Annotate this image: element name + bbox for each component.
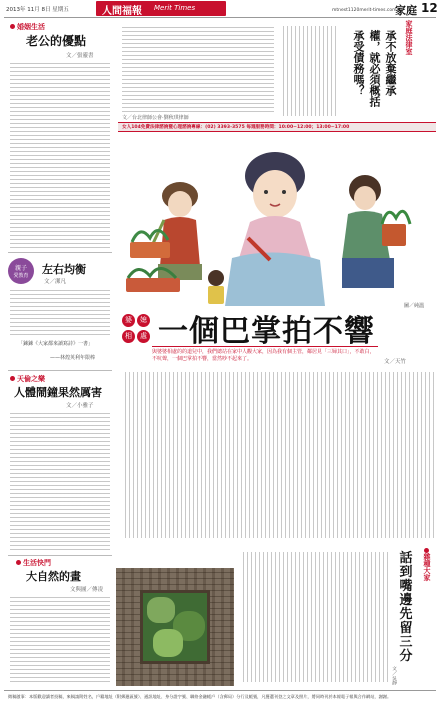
law-title-block [280, 20, 346, 116]
article-title: 大自然的畫 [26, 570, 81, 583]
feature-lead: 與婆婆相處的的道兒中，我們總站在家中人觀大家，因為我有個主管，鄰居見「三婦其口」，不敢白，不吭聲，一個巴掌拍不響，當然吵不起來了。 [152, 346, 378, 368]
site-url: mtnest1120merit-times.com.tw [332, 8, 404, 13]
masthead-logo: 人間福報 Merit Times [96, 1, 226, 16]
law-article-body [122, 24, 274, 114]
article-family [4, 374, 114, 554]
page-number: 12 [421, 1, 438, 15]
window-photo [116, 568, 234, 686]
article-body [10, 287, 110, 337]
header-rule [4, 17, 436, 18]
window-opening [140, 590, 210, 664]
divider [8, 555, 112, 556]
article-title: 人體鬧鐘果然厲害 [14, 386, 102, 399]
article-byline: 文／小雅子 [66, 403, 94, 409]
article-marriage [4, 22, 114, 252]
bullet-icon [10, 24, 15, 29]
parenting-badge: 親子 愛教育 [8, 258, 34, 284]
hotline-bar: 女人104免費法律諮詢暨心理諮詢專線：(02) 3393-3575 每週服務時間：10:00~12:00；13:00~17:00 [118, 122, 436, 132]
illustration-svg [120, 138, 434, 310]
feature-headline: 一個巴掌拍不響 [158, 314, 375, 349]
section-tag: 生活快門 [16, 558, 51, 568]
article-title-line-1: 承不放棄繼承 [384, 30, 397, 96]
feature-body [122, 372, 434, 538]
article-byline: 文／吳靜 [391, 666, 396, 686]
article-title: 老公的優點 [26, 34, 87, 48]
book-quote: 「鍊鍊《大家都來讀寫詩》一書」 [18, 341, 94, 347]
badge-dot: 處 [137, 330, 150, 343]
law-sidebar-text [280, 26, 336, 116]
divider [8, 370, 112, 371]
article-body [240, 552, 390, 682]
section-name: 家庭 [395, 4, 417, 17]
bullet-icon [16, 560, 21, 565]
issue-date: 2013年 11月 8日 星期五 [6, 7, 69, 13]
article-byline: 文／張靈書 [66, 53, 94, 59]
illustration-credit: 圖／純溫 [404, 303, 425, 309]
article-parenting [4, 255, 114, 370]
law-byline: 文／台北律師公會·劉秋琪律師 [122, 115, 189, 121]
footer-notice-bar [4, 690, 436, 704]
article-title-line-2: 權，就必須概括 [368, 30, 381, 107]
article-body [10, 410, 110, 550]
article-byline: 文與圖／傳凌 [70, 587, 104, 593]
article-title-line-3: 承受債務嗎？ [352, 30, 365, 96]
section-tag: 家庭法律室 [405, 20, 413, 55]
badge-dot: 婆 [122, 314, 135, 327]
article-title: 左右均衡 [42, 263, 86, 276]
badge-dot: 相 [122, 330, 135, 343]
submission-notice: 徵稿啟事：本版歡迎讀者投稿，來稿請附姓名，戶籍地址（附郵遞區號）、通訊地址、身分證字號、聯絡金融帳戶（含郵局）分行及帳號，凡獲選刊登之文章及照片，將同時刊於本報電子報與合作網站，謝謝。 [8, 694, 392, 699]
feature-byline: 文／天竹 [384, 359, 407, 365]
bullet-icon [10, 376, 15, 381]
section-tag: 天倫之樂 [10, 374, 45, 384]
section-tag: 婚姻生活 [10, 22, 45, 32]
law-article [348, 20, 436, 116]
badge-dot: 媳 [137, 314, 150, 327]
feature-illustration [120, 138, 434, 310]
article-speech [240, 548, 436, 686]
section-tag: 雜種大家 [422, 548, 432, 581]
divider [8, 252, 112, 253]
article-byline: 文／潔凡 [44, 279, 67, 285]
feature-badge-column [122, 314, 152, 358]
article-body [10, 60, 110, 250]
article-body [10, 594, 110, 682]
quote-credit: ——林煌英利年限棒 [50, 355, 96, 361]
article-photo [4, 558, 114, 686]
page-header [0, 0, 440, 18]
article-title: 話 到 嘴 邊 先 留 三 分 [399, 551, 413, 664]
